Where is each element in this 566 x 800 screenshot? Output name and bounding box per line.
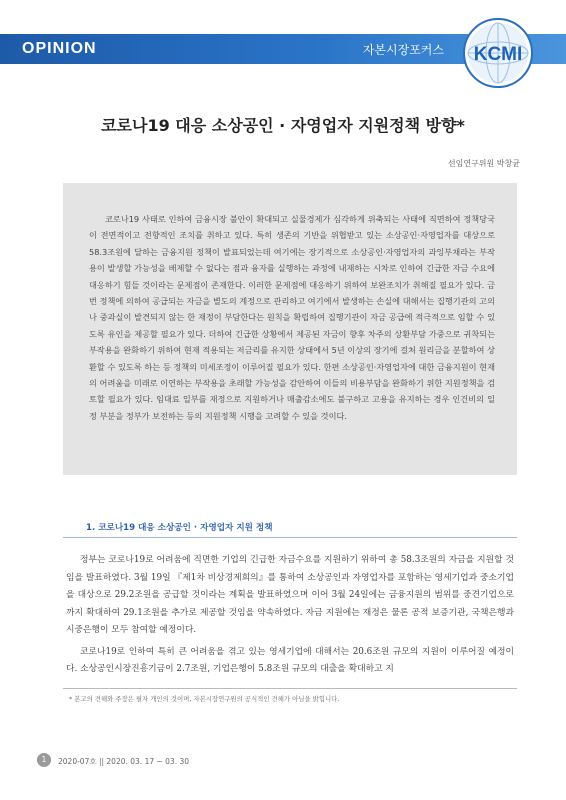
body-paragraph: 정부는 코로나19로 어려움에 직면한 기업의 긴급한 자금수요를 지원하기 위하여 총 58.3조원의 자금을 지원할 것임을 발표하였다. 3월 19일 『제1차 비상경제회의』를 통하여 소상공인과 자영업자를 포함하는 영세기업과 중소기업을 대상으로 29.2조원을 공급할 것이라는 계획을 발표하였으며 이어 3월 24일에는 금융지원의 범위를 중견기업으로까지 확대하여 29.1조원을 추가로 제공할 것임을 약속하였다. 자금 지원에는 재정은 물론 공적 보증기관, 국책은행과 시중은행이 모두 참여할 예정이다.	[66, 555, 514, 635]
body-paragraph: 코로나19로 인하여 특히 큰 어려움을 겪고 있는 영세기업에 대해서는 20.6조원 규모의 지원이 이루어질 예정이다. 소상공인시장진흥기금이 2.7조원, 기업은행이 5.8조원 규모의 대출을 확대하고 지	[66, 646, 514, 674]
abstract-text: 코로나19 사태로 인하여 금융시장 불안이 확대되고 실물경제가 심각하게 위축되는 사태에 직면하여 정책당국이 전면적이고 전향적인 조치를 취하고 있다. 특히 생존의 기반을 위협받고 있는 소상공인·자영업자를 대상으로 58.3조원에 달하는 금융지원 정책이 발표되었는데 여기에는 장기적으로 소상공인·자영업자의 과잉부채라는 부작용이 발생할 가능성을 배제할 수 없다는 점과 융자를 실행하는 과정에 내재하는 시차로 인하여 긴급한 자금 수요에 대응하기 힘들 것이라는 문제점이 존재한다. 이러한 문제점에 대응하기 위하여 보완조치가 취해질 필요가 있다. 금번 정책에 의하여 공급되는 자금을 별도의 계정으로 관리하고 여기에서 발생하는 손실에 대해서는 집행기관의 고의나 중과실이 발견되지 않는 한 재정이 부담한다는 원칙을 확립하여 집행기관이 자금 공급에 적극적으로 임할 수 있도록 유인을 제공할 필요가 있다. 더하여 긴급한 상황에서 제공된 자금이 향후 차주의 상환부담 가중으로 귀착되는 부작용을 완화하기 위하여 현재 적용되는 저금리를 유지한 상태에서 5년 이상의 장기에 걸쳐 원리금을 분할하여 상환할 수 있도록 하는 등 정책의 미세조정이 이루어질 필요가 있다. 한편 소상공인·자영업자에 대한 금융지원이 현재의 어려움을 미래로 이연하는 부작용을 초래할 가능성을 감안하여 이들의 비용부담을 완화하기 위한 지원정책을 검토할 필요가 있다. 임대료 일부를 재정으로 지원하거나 매출감소에도 불구하고 고용을 유지하는 경우 인건비의 일정 부분을 정부가 보전하는 등의 지원정책 시행을 고려할 수 있을 것이다.	[89, 214, 495, 421]
kcmi-logo	[462, 17, 534, 89]
body-text	[66, 552, 514, 683]
author: 선임연구위원 박창균	[447, 159, 520, 168]
abstract-box	[63, 183, 517, 475]
page-number: 1	[37, 753, 51, 767]
footnote: * 본고의 견해와 주장은 필자 개인의 것이며, 자본시장연구원의 공식적인 견해가 아님을 밝힙니다.	[69, 695, 340, 703]
section-divider	[63, 537, 517, 538]
section-heading: 1. 코로나19 대응 소상공인 · 자영업자 지원 정책	[86, 523, 273, 533]
issue-info: 2020-07호 || 2020. 03. 17 ~ 03. 30	[58, 757, 190, 766]
section-name: 자본시장포커스	[362, 43, 444, 57]
article-title: 코로나19 대응 소상공인 · 자영업자 지원정책 방향*	[101, 116, 465, 135]
logo-text: KCMI	[473, 44, 523, 65]
footnote-divider	[63, 688, 517, 689]
opinion-label: OPINION	[22, 40, 97, 57]
